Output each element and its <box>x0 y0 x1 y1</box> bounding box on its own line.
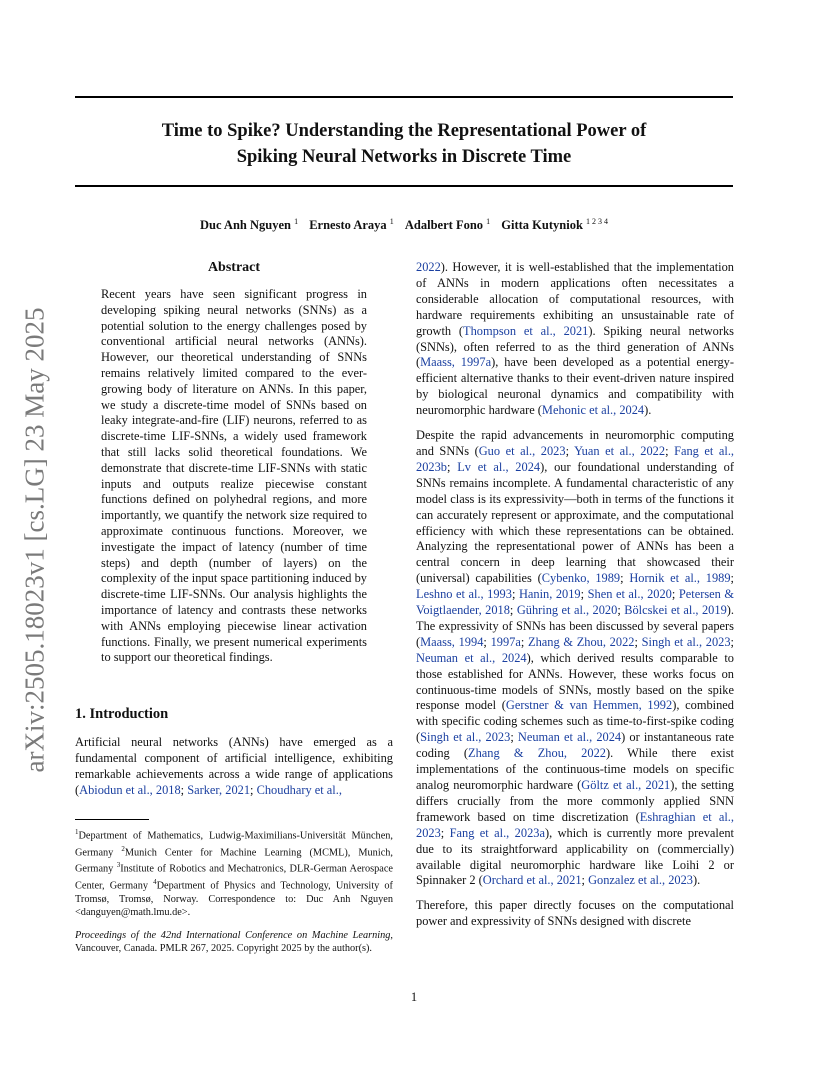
citation-link[interactable]: 2022 <box>416 260 441 274</box>
citation-link[interactable]: Zhang & Zhou, 2022 <box>528 634 635 649</box>
title-rule-top <box>75 96 733 98</box>
citation-link[interactable]: Singh et al., 2023 <box>420 730 511 745</box>
citation-link[interactable]: Lv et al., 2024 <box>457 459 541 474</box>
citation-link[interactable]: Fang et al., 2023a <box>449 825 545 840</box>
proceedings-copyright: , Vancouver, Canada. PMLR 267, 2025. Copyright 2025 by the author(s). <box>75 929 393 955</box>
left-column <box>75 258 393 956</box>
citation-link[interactable]: Gühring et al., 2020 <box>516 603 618 618</box>
citation-link[interactable]: Hornik et al., 1989 <box>629 571 731 586</box>
author-list <box>75 213 733 234</box>
body-paragraph: Therefore, this paper directly focuses on the computational power and expressivity of SNNs designed with discrete <box>416 898 734 929</box>
citation-link[interactable]: Petersen & Voigtlaender, 2018 <box>416 587 735 618</box>
citation-link[interactable]: Gonzalez et al., 2023 <box>588 873 693 888</box>
citation-link[interactable]: Cybenko, 1989 <box>541 571 621 586</box>
proceedings-venue: Proceedings of the 42nd International Conference on Machine Learning <box>75 929 391 941</box>
citation-link[interactable]: Orchard et al., 2021 <box>482 873 582 888</box>
body-paragraph: Despite the rapid advancements in neuromorphic computing and SNNs (Guo et al., 2023; Yuan et al., 2022; Fang et al., 2023b; Lv et al., 2024), our foundational understanding of SNNs remains incomplete. A fundamental characteristic of any model class is its expressivity—both in terms of the functions it can accurately represent or approximate, and the computational efficiency with which these representations can be obtained. Analyzing the representational power of ANNs has been a central concern in deep learning that showcased their (universal) capabilities (Cybenko, 1989; Hornik et al., 1989; Leshno et al., 1993; Hanin, 2019; Shen et al., 2020; Petersen & Voigtlaender, 2018; Gühring et al., 2020; Bölcskei et al., 2019). The expressivity of SNNs has been discussed by several papers (Maass, 1994; 1997a; Zhang & Zhou, 2022; Singh et al., 2023; Neuman et al., 2024), which derived results comparable to those established for ANNs. However, these works focus on continuous-time models of SNNs, mostly based on the spike response model (Gerstner & van Hemmen, 1992), combined with specific coding schemes such as time-to-first-spike coding (Singh et al., 2023; Neuman et al., 2024) or instantaneous rate coding (Zhang & Zhou, 2022). While there exist implementations of the continuous-time models on specific analog neuromorphic hardware (Göltz et al., 2021), the setting differs crucially from the more commonly applied SNN framework based on time discretization (Eshraghian et al., 2023; Fang et al., 2023a), which is currently more prevalent due to its straightforward applicability on (commercially) available digital neuromorphic hardware like Loihi 2 or Spinnaker 2 (Orchard et al., 2021; Gonzalez et al., 2023). <box>416 428 735 888</box>
author: Duc Anh Nguyen $^1$ <box>199 217 299 233</box>
citation-link[interactable]: Fang et al., 2023b <box>416 443 735 474</box>
citation-link[interactable]: Eshraghian et al., 2023 <box>416 809 734 840</box>
title-rule-bottom <box>75 185 733 187</box>
citation-link[interactable]: Guo et al., 2023 <box>478 443 566 458</box>
paper-title <box>75 118 733 170</box>
abstract-heading: Abstract <box>207 260 261 275</box>
citation-link[interactable]: Neuman et al., 2024 <box>517 730 622 745</box>
citation-link[interactable]: Thompson et al., 2021 <box>463 323 589 338</box>
citation-link[interactable]: Göltz et al., 2021 <box>581 778 671 792</box>
author: Adalbert Fono $^1$ <box>404 217 491 233</box>
affiliations-footnote: $^1$Department of Mathematics, Ludwig-Maximilians-Universität München, Germany $^2$Munich Center for Machine Learning (MCML), Munich, Germany $^3$Institute of Robotics and Mechatronics, DLR-German Aerospace Center, Germany $^4$Department of Physics and Technology, University of Tromsø, Tromsø, Norway. Correspondence to: Duc Anh Nguyen <danguyen@math.lmu.de>. <box>75 827 393 919</box>
citation-link[interactable]: Hanin, 2019 <box>518 587 581 602</box>
citation-link[interactable]: Yuan et al., 2022 <box>574 443 666 458</box>
affiliation-marker: 2 <box>121 844 125 853</box>
intro-paragraph: Artificial neural networks (ANNs) have emerged as a fundamental component of artificial intelligence, exhibiting remarkable achievements across a wide range of applications (Abiodun et al., 2018; Sarker, 2021; Choudhary et al., <box>75 735 393 797</box>
affiliation-marker: 4 <box>153 878 157 887</box>
author: Ernesto Araya $^1$ <box>309 217 394 233</box>
citation-link[interactable]: Leshno et al., 1993 <box>416 587 512 602</box>
citation-link[interactable]: Maass, 1994 <box>420 634 484 649</box>
citation-link[interactable]: Bölcskei et al., 2019 <box>624 603 727 618</box>
affiliation-marker: 1 <box>75 827 79 836</box>
citation-link[interactable]: Gerstner & van Hemmen, 1992 <box>505 698 673 713</box>
title-line-1: Time to Spike? Understanding the Representational Power of <box>161 121 647 141</box>
abstract-text: Recent years have seen significant progress in developing spiking neural networks (SNNs) as a potential solution to the energy challenges posed by conventional artificial neural networks (ANNs). However, our theoretical understanding of SNNs remains relatively limited compared to the ever-growing body of literature on ANNs. In this paper, we study a discrete-time model of SNNs based on leaky integrate-and-fire (LIF) neurons, referred to as discrete-time LIF-SNNs, a widely used framework that still lacks solid theoretical foundations. We demonstrate that discrete-time LIF-SNNs with static inputs and outputs realize piecewise constant functions defined on polyhedral regions, and more importantly, we quantify the network size required to approximate continuous functions. Moreover, we investigate the impact of latency (number of time steps) and depth (number of layers) on the complexity of the input space partitioning induced by discrete-time LIF-SNNs. Our analysis highlights the importance of latency and contrasts these networks with ANNs employing piecewise linear activation functions. Finally, we present numerical experiments to support our theoretical findings. <box>101 287 367 665</box>
arxiv-identifier: arXiv:2505.18023v1 [cs.LG] 23 May 2025 <box>19 307 50 773</box>
body-paragraph: 2022). However, it is well-established that the implementation of ANNs in modern applications often necessitates a considerable allocation of computational resources, with hardware requirements exhibiting an unsustainable rate of growth (Thompson et al., 2021). Spiking neural networks (SNNs), often referred to as the third generation of ANNs (Maass, 1997a), have been developed as a potential energy-efficient alternative thanks to their event-driven nature inspired by biological neuronal dynamics and compatibility with neuromorphic hardware (Mehonic et al., 2024). <box>416 260 734 418</box>
footnote-rule <box>75 819 149 820</box>
citation-link[interactable]: Shen et al., 2020 <box>587 587 672 602</box>
arxiv-side-label <box>15 300 55 780</box>
citation-link[interactable]: Maass, 1997a <box>420 355 492 370</box>
citation-link[interactable]: Zhang & Zhou, 2022 <box>468 746 606 761</box>
citation-link[interactable]: Neuman et al., 2024 <box>416 650 527 665</box>
citation-link[interactable]: Sarker, 2021 <box>187 782 251 797</box>
page-number: 1 <box>410 990 418 1004</box>
affiliation-marker: 3 <box>116 861 121 870</box>
author: Gitta Kutyniok $^{1 2 3 4}$ <box>501 217 609 233</box>
citation-link[interactable]: Singh et al., 2023 <box>641 634 731 649</box>
right-column <box>416 260 734 930</box>
citation-link[interactable]: 1997a <box>490 634 521 649</box>
citation-link[interactable]: Abiodun et al., 2018 <box>79 782 181 797</box>
title-line-2: Spiking Neural Networks in Discrete Time <box>236 147 572 167</box>
proceedings-note <box>75 929 393 956</box>
citation-link[interactable]: Choudhary et al., <box>256 782 342 797</box>
citation-link[interactable]: Mehonic et al., 2024 <box>541 403 645 418</box>
section-heading-introduction: 1. Introduction <box>75 706 169 723</box>
